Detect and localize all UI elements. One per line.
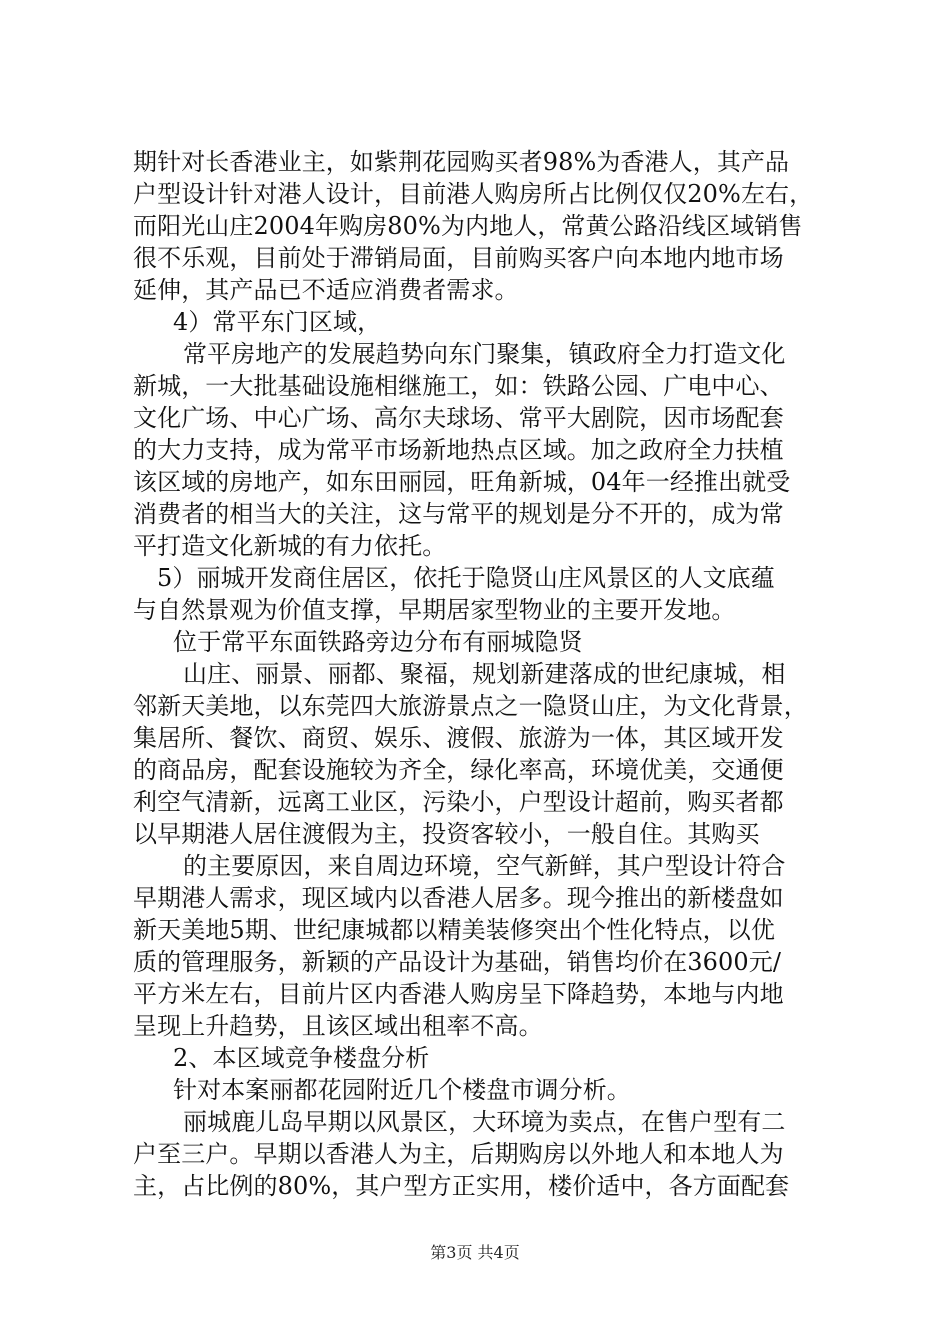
page-number-footer: 第3页 共4页 [430, 1243, 520, 1262]
text-line: 主，占比例的80%，其户型方正实用，楼价适中，各方面配套 [133, 1172, 790, 1200]
document-body [133, 146, 833, 1202]
text-line: 质的管理服务，新颖的产品设计为基础，销售均价在3600元/ [133, 948, 782, 976]
text-line: 的大力支持，成为常平市场新地热点区域。加之政府全力扶植 [133, 436, 784, 464]
text-line: 以早期港人居住渡假为主，投资客较小，一般自住。其购买 [133, 820, 760, 848]
text-line: 消费者的相当大的关注，这与常平的规划是分不开的，成为常 [133, 500, 784, 528]
text-line: 邻新天美地，以东莞四大旅游景点之一隐贤山庄，为文化背景， [133, 692, 808, 720]
text-line: 呈现上升趋势，且该区域出租率不高。 [133, 1012, 543, 1040]
text-line: 集居所、餐饮、商贸、娱乐、渡假、旅游为一体，其区域开发 [133, 724, 784, 752]
text-line: 延伸，其产品已不适应消费者需求。 [133, 276, 519, 304]
text-line: 山庄、丽景、丽都、聚福，规划新建落成的世纪康城，相 [183, 660, 786, 688]
text-line: 文化广场、中心广场、高尔夫球场、常平大剧院，因市场配套 [133, 404, 784, 432]
text-line: 而阳光山庄2004年购房80%为内地人，常黄公路沿线区域销售 [133, 212, 803, 240]
section-heading: 4）常平东门区域， [173, 308, 382, 336]
text-line: 位于常平东面铁路旁边分布有丽城隐贤 [173, 628, 583, 656]
text-line: 的主要原因，来自周边环境，空气新鲜，其户型设计符合 [183, 852, 786, 880]
text-line: 与自然景观为价值支撑，早期居家型物业的主要开发地。 [133, 596, 736, 624]
text-line: 丽城鹿儿岛早期以风景区，大环境为卖点，在售户型有二 [183, 1108, 786, 1136]
text-line: 平打造文化新城的有力依托。 [133, 532, 447, 560]
text-line: 该区域的房地产，如东田丽园，旺角新城，04年一经推出就受 [133, 468, 791, 496]
text-line: 户型设计针对港人设计，目前港人购房所占比例仅仅20%左右， [133, 180, 814, 208]
text-line: 户至三户。早期以香港人为主，后期购房以外地人和本地人为 [133, 1140, 784, 1168]
text-line: 平方米左右，目前片区内香港人购房呈下降趋势，本地与内地 [133, 980, 784, 1008]
text-line: 的商品房，配套设施较为齐全，绿化率高，环境优美，交通便 [133, 756, 784, 784]
text-line: 针对本案丽都花园附近几个楼盘市调分析。 [173, 1076, 631, 1104]
section-heading: 5）丽城开发商住居区，依托于隐贤山庄风景区的人文底蕴 [157, 564, 775, 592]
text-line: 很不乐观，目前处于滞销局面，目前购买客户向本地内地市场 [133, 244, 784, 272]
text-line: 新天美地5期、世纪康城都以精美装修突出个性化特点，以优 [133, 916, 775, 944]
section-heading: 2、本区域竞争楼盘分析 [173, 1044, 430, 1072]
text-line: 常平房地产的发展趋势向东门聚集，镇政府全力打造文化 [183, 340, 786, 368]
text-line: 新城，一大批基础设施相继施工，如：铁路公园、广电中心、 [133, 372, 784, 400]
text-line: 早期港人需求，现区域内以香港人居多。现今推出的新楼盘如 [133, 884, 784, 912]
text-line: 利空气清新，远离工业区，污染小，户型设计超前，购买者都 [133, 788, 784, 816]
text-line: 期针对长香港业主，如紫荆花园购买者98%为香港人，其产品 [133, 148, 790, 176]
